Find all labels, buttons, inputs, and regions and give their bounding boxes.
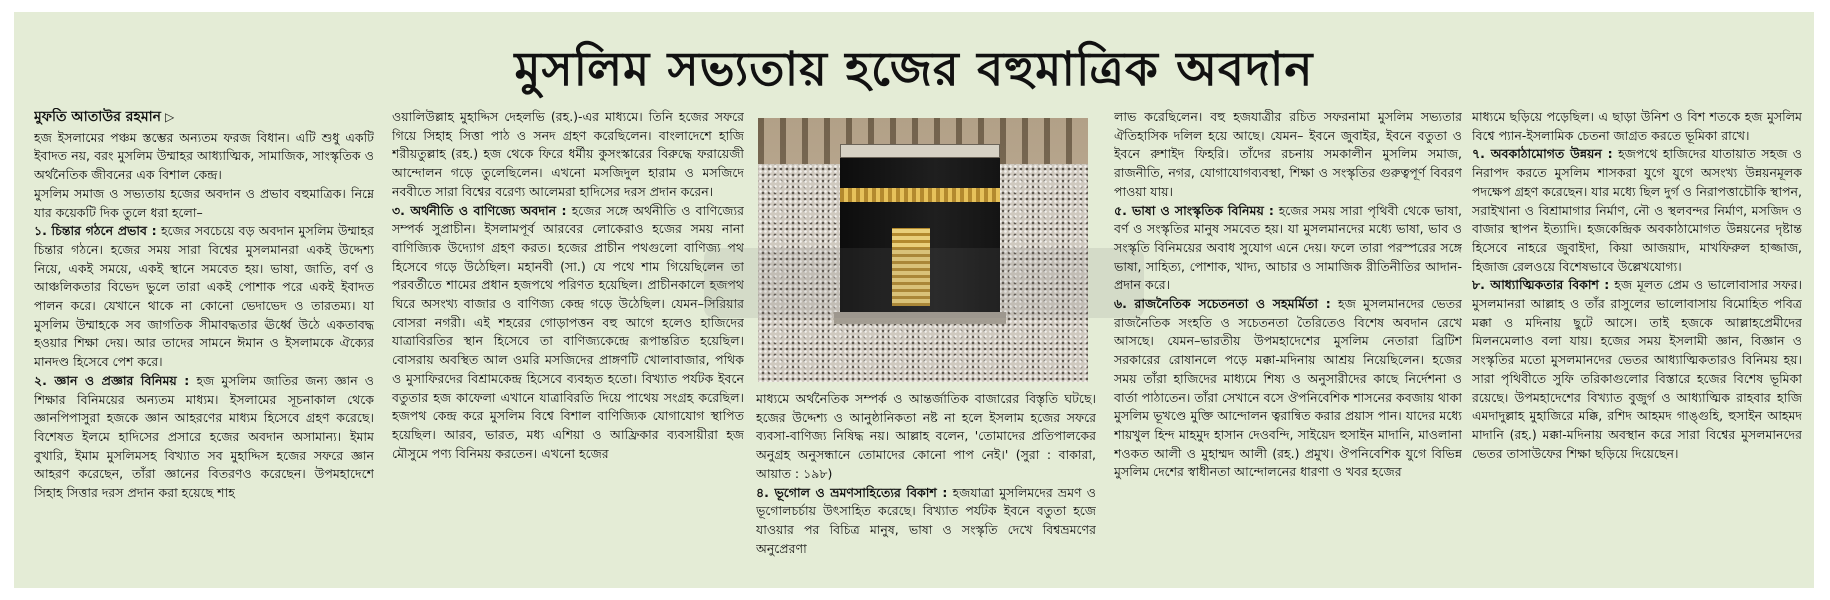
section-heading: ৪. ভূগোল ও ভ্রমণসাহিত্যের বিকাশ : [756,484,948,500]
column-3 [756,390,1096,586]
paragraph-text: হজ মূলত প্রেম ও ভালোবাসার সফর। মুসলমানরা আল্লাহ ও তাঁর রাসুলের ভালোবাসায় বিমোহিত পবিত্র মক্কা ও মদিনায় ছুটে আসে। তাই হজকে আল্লাহপ্রেমীদের মিলনমেলাও বলা যায়। হজের সময় ইসলামী জ্ঞান, বিজ্ঞান ও সংস্কৃতির মতো মুসলমানদের ভেতর আধ্যাত্মিকতারও বিনিময় হয়। সারা পৃথিবীতে সুফি তরিকাগুলোর বিস্তারে হজের বিশেষ ভূমিকা রয়েছে। উপমহাদেশের বিখ্যাত বুজুর্গ ও আধ্যাত্মিক রাহবার হাজি এমদাদুল্লাহ মুহাজিরে মক্কি, রশিদ আহমদ গাঙ্গুহি, হুসাইন আহমদ মাদানি (রহ.) মক্কা-মদিনায় অবস্থান করে সারা বিশ্বের মুসলমানদের ভেতর তাসাউফের শিক্ষা ছড়িয়ে দিয়েছেন। [1472,277,1802,461]
article-paragraph [392,202,744,464]
column-2 [392,108,744,586]
article-paragraph [34,372,374,503]
paragraph-text: ওয়ালিউল্লাহ মুহাদ্দিস দেহলভি (রহ.)-এর মাধ্যমে। তিনি হজের সফরে গিয়ে সিহাহ সিত্তা পাঠ ও সনদ গ্রহণ করেছিলেন। বাংলাদেশে হাজি শরীয়তুল্লাহ (রহ.) হজ থেকে ফিরে ধর্মীয় কুসংস্কারের বিরুদ্ধে ফরায়েজী আন্দোলন গড়ে তুলেছিলেন। এখনো মসজিদুল হারাম ও মসজিদে নববীতে সারা বিশ্বের বরেণ্য আলেমরা হাদিসের দরস প্রদান করেন। [392,109,744,199]
paragraph-text: হজ মুসলমানদের ভেতর রাজনৈতিক সংহতি ও সচেতনতা তৈরিতেও বিশেষ অবদান রেখে আসছে। যেমন–ভারতীয় উপমহাদেশের মুসলিম নেতারা ব্রিটিশ সরকারের রোষানলে পড়ে মক্কা-মদিনায় আশ্রয় নিয়েছিলেন। হজের সময় তাঁরা হাজিদের মাধ্যমে শিষ্য ও অনুসারীদের কাছে নির্দেশনা ও বার্তা পাঠাতেন। তাঁরা সেখানে বসে ঔপনিবেশিক শাসনের কবজায় থাকা মুসলিম ভূখণ্ডে মুক্তি আন্দোলন ত্বরান্বিত করার প্রয়াস পান। যাদের মধ্যে শায়খুল হিন্দ মাহমুদ হাসান দেওবন্দি, সাইয়েদ হুসাইন মাদানি, মাওলানা শওকত আলী ও মুহাম্মদ আলী (রহ.) প্রমুখ। ঔপনিবেশিক যুগে বিভিন্ন মুসলিম দেশের স্বাধীনতা আন্দোলনের ধারণা ও খবর হজের [1114,296,1462,480]
article-paragraph [1114,202,1462,296]
section-heading: ২. জ্ঞান ও প্রজ্ঞার বিনিময় : [34,372,190,388]
section-heading: ৫. ভাষা ও সাংস্কৃতিক বিনিময় : [1114,202,1274,218]
article-paragraph [756,484,1096,559]
byline-author: মুফতি আতাউর রহমান [34,109,162,125]
paragraph-text: হজের সঙ্গে অর্থনীতি ও বাণিজ্যের সম্পর্ক সুপ্রাচীন। ইসলামপূর্ব আরবের লোকেরাও হজের সময় নানা বাণিজ্যিক উদ্যোগ গ্রহণ করত। হজের প্রাচীন পথগুলো বাণিজ্য পথ হিসেবে গড়ে উঠেছিল। মহানবী (সা.) যে পথে শাম গিয়েছিলেন তা পরবর্তীতে শামের প্রধান হজপথে পরিণত হয়েছিল। প্রাচীনকালে হজপথ ঘিরে অসংখ্য বাজার ও বাণিজ্য কেন্দ্র গড়ে উঠেছিল। যেমন–সিরিয়ার বোসরা নগরী। এই শহরের গোড়াপত্তন বহু আগে হলেও হাজিদের যাত্রাবিরতির স্থান হিসেবে তা বাণিজ্যকেন্দ্রে রূপান্তরিত হয়েছিল। বোসরায় অবস্থিত আল ওমরি মসজিদের প্রাঙ্গণটি খোলাবাজার, পথিক ও মুসাফিরদের বিশ্রামকেন্দ্র হিসেবে ব্যবহৃত হতো। বিখ্যাত পর্যটক ইবনে বতুতার হজ কাফেলা এখানে যাত্রাবিরতি দিয়ে পাথেয় সংগ্রহ করেছিল। হজপথ কেন্দ্র করে মুসলিম বিশ্বে বিশাল বাণিজ্যিক যোগাযোগ স্থাপিত হয়েছিল। আরব, ভারত, মধ্য এশিয়া ও আফ্রিকার ব্যবসায়ীরা হজ মৌসুমে পণ্য বিনিময় করতেন। এখনো হজের [392,202,744,461]
byline [34,108,374,127]
watermark [704,248,1144,318]
paragraph-text: হজপথে হাজিদের যাতায়াত সহজ ও নিরাপদ করতে মুসলিম শাসকরা যুগে যুগে অসংখ্য উন্নয়নমূলক পদক্ষেপ গ্রহণ করেছেন। যার মধ্যে ছিল দুর্গ ও নিরাপত্তাচৌকি স্থাপন, সরাইখানা ও বিশ্রামাগার নির্মাণ, নৌ ও স্থলবন্দর নির্মাণ, মসজিদ ও বাজার স্থাপন ইত্যাদি। হজকেন্দ্রিক অবকাঠামোগত উন্নয়নের দৃষ্টান্ত হিসেবে নাহরে জুবাইদা, কিয়া আজয়াদ, মাখফিরুল হাজ্জাজ, হিজাজ রেলওয়ে বিশেষভাবে উল্লেখযোগ্য। [1472,146,1802,274]
article-paragraph [34,129,374,185]
article-frame [14,12,1814,588]
article-paragraph [756,390,1096,484]
byline-marker-icon: ▷ [165,110,175,124]
paragraph-text: মাধ্যমে অর্থনৈতিক সম্পর্ক ও আন্তর্জাতিক বাজারের বিস্তৃতি ঘটছে। হজের উদ্দেশ্য ও আনুষ্ঠানিকতা নষ্ট না হলে ইসলাম হজের সফরে ব্যবসা-বাণিজ্য নিষিদ্ধ নয়। আল্লাহ বলেন, 'তোমাদের প্রতিপালকের অনুগ্রহ অনুসন্ধানে তোমাদের কোনো পাপ নেই।' (সুরা : বাকারা, আয়াত : ১৯৮) [756,391,1096,481]
paragraph-text: মাধ্যমে ছড়িয়ে পড়েছিল। এ ছাড়া উনিশ ও বিশ শতকে হজ মুসলিম বিশ্বে প্যান-ইসলামিক চেতনা জাগ্রত করতে ভূমিকা রাখে। [1472,109,1802,143]
headline: মুসলিম সভ্যতায় হজের বহুমাত্রিক অবদান [514,42,1314,97]
paragraph-text: মুসলিম সমাজ ও সভ্যতায় হজের অবদান ও প্রভাব বহুমাত্রিক। নিম্নে যার কয়েকটি দিক তুলে ধরা হলো– [34,185,374,220]
section-heading: ১. চিন্তার গঠনে প্রভাব : [34,223,157,239]
column-5 [1472,108,1802,586]
section-heading: ৬. রাজনৈতিক সচেতনতা ও সহমর্মিতা : [1114,296,1331,312]
paragraph-text: হজযাত্রা মুসলিমদের ভ্রমণ ও ভূগোলচর্চায় উৎসাহিত করেছে। বিখ্যাত পর্যটক ইবনে বতুতা হজে যাওয়ার পর বিচিত্র মানুষ, ভাষা ও সংস্কৃতি দেখে বিশ্বভ্রমণের অনুপ্রেরণা [756,484,1096,556]
article-paragraph [34,222,374,372]
section-heading: ৭. অবকাঠামোগত উন্নয়ন : [1472,146,1613,162]
article-paragraph [392,108,744,202]
section-heading: ৮. আধ্যাত্মিকতার বিকাশ : [1472,277,1610,293]
article-paragraph [1114,108,1462,202]
article-paragraph [34,185,374,222]
section-heading: ৩. অর্থনীতি ও বাণিজ্যে অবদান : [392,202,567,218]
column-1 [34,108,374,586]
article-paragraph [1472,276,1802,463]
paragraph-text: হজের সময় সারা পৃথিবী থেকে ভাষা, বর্ণ ও সংস্কৃতির মানুষ সমবেত হয়। যা মুসলমানদের মধ্যে ভাষা, ভাব ও সংস্কৃতি বিনিময়ের অবাধ সুযোগ এনে দেয়। ফলে তারা পরস্পরের সঙ্গে ভাষা, সাহিত্য, পোশাক, খাদ্য, আচার ও সামাজিক রীতিনীতির আদান-প্রদান করে। [1114,202,1462,293]
article-paragraph [1472,108,1802,145]
column-4 [1114,108,1462,586]
article-paragraph [1114,295,1462,482]
article-paragraph [1472,145,1802,276]
paragraph-text: হজ মুসলিম জাতির জন্য জ্ঞান ও শিক্ষার বিনিময়ের অন্যতম মাধ্যম। ইসলামের সূচনাকাল থেকে জ্ঞানপিপাসুরা হজকে জ্ঞান আহরণের মাধ্যম হিসেবে গ্রহণ করেছে। বিশেষত ইলমে হাদিসের প্রসারে হজের অবদান অসামান্য। ইমাম বুখারি, ইমাম মুসলিমসহ বিখ্যাত সব মুহাদ্দিস হজের সফরে জ্ঞান আহরণ করেছেন, তাঁরা জ্ঞানের বিতরণও করেছেন। উপমহাদেশে সিহাহ সিত্তার দরস প্রদান করা হয়েছে শাহ [34,372,374,501]
paragraph-text: হজ ইসলামের পঞ্চম স্তম্ভের অন্যতম ফরজ বিধান। এটি শুধু একটি ইবাদত নয়, বরং মুসলিম উম্মাহর আধ্যাত্মিক, সামাজিক, সাংস্কৃতিক ও অর্থনৈতিক জীবনের এক বিশাল কেন্দ্র। [34,129,374,183]
paragraph-text: হজের সবচেয়ে বড় অবদান মুসলিম উম্মাহর চিন্তার গঠনে। হজের সময় সারা বিশ্বের মুসলমানরা একই উদ্দেশ্য নিয়ে, একই সময়ে, একই স্থানে সমবেত হয়। ভাষা, জাতি, বর্ণ ও আঞ্চলিকতার বিভেদ ভুলে তারা একই পোশাক পরে একই ইবাদত পালন করে। যেখানে থাকে না কোনো ভেদাভেদ ও তারতম্য। যা মুসলিম উম্মাহকে সব জাগতিক সীমাবদ্ধতার ঊর্ধ্বে উঠে একতাবদ্ধ হওয়ার শিক্ষা দেয়। আর তাদের সামনে ঈমান ও ইসলামকে ঐক্যের মানদণ্ড হিসেবে পেশ করে। [34,223,374,370]
paragraph-text: লাভ করেছিলেন। বহু হজযাত্রীর রচিত সফরনামা মুসলিম সভ্যতার ঐতিহাসিক দলিল হয়ে আছে। যেমন– ইবনে জুবাইর, ইবনে বতুতা ও ইবনে রুশাইদ ফিহরি। তাঁদের রচনায় সমকালীন মুসলিম সমাজ, রাজনীতি, নগর, যোগাযোগব্যবস্থা, শিক্ষা ও সংস্কৃতির গুরুত্বপূর্ণ বিবরণ পাওয়া যায়। [1114,109,1462,199]
